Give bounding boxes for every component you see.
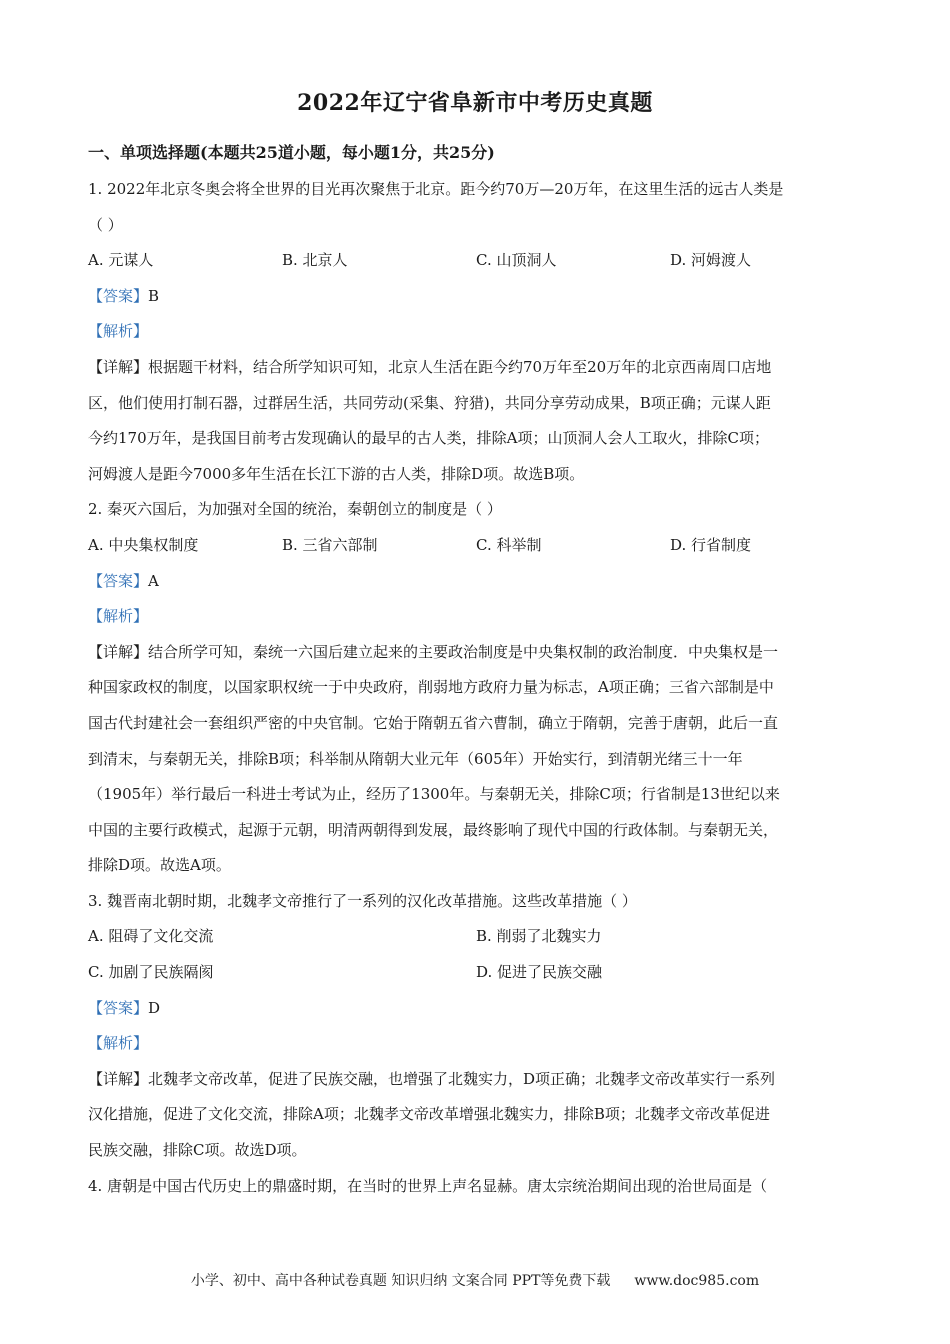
question-1-analysis <box>88 314 863 350</box>
analysis-label: 【解析】 <box>88 607 149 626</box>
question-3-options-row-2 <box>88 955 863 991</box>
detail-label: 【详解】 <box>88 1069 149 1088</box>
detail-label: 【详解】 <box>88 357 149 376</box>
question-3-detail-text-1: 北魏孝文帝改革，促进了民族交融，也增强了北魏实力，D项正确；北魏孝文帝改革实行一系列 <box>148 1069 776 1088</box>
question-3-option-b: B. 削弱了北魏实力 <box>476 927 602 946</box>
question-1-option-d: D. 河姆渡人 <box>670 251 752 270</box>
question-1-option-b: B. 北京人 <box>282 251 348 270</box>
footer-text: 小学、初中、高中各种试卷真题 知识归纳 文案合同 PPT等免费下载 <box>190 1273 611 1289</box>
question-4 <box>88 1169 863 1205</box>
question-1-detail-line-3: 今约170万年，是我国目前考古发现确认的最早的古人类，排除A项；山顶洞人会人工取火，排除C项； <box>88 429 769 448</box>
answer-label: 【答案】 <box>88 286 149 305</box>
question-1-stem-line-2: （ ） <box>88 215 123 234</box>
question-2-detail-text-1: 结合所学可知，秦统一六国后建立起来的主要政治制度是中央集权制的政治制度．中央集权是一 <box>148 642 779 661</box>
question-1-option-c: C. 山顶洞人 <box>476 251 557 270</box>
question-2-analysis <box>88 599 863 635</box>
question-3-option-a: A. 阻碍了文化交流 <box>88 927 214 946</box>
answer-label: 【答案】 <box>88 571 149 590</box>
question-2-detail-line-3: 国古代封建社会一套组织严密的中央官制。它始于隋朝五省六曹制，确立于隋朝，完善于唐朝，此后一直 <box>88 713 779 732</box>
question-2-answer-value: A <box>148 571 159 590</box>
question-1-options <box>88 243 863 279</box>
question-2-detail-line-1 <box>88 635 863 671</box>
question-1-answer-value: B <box>148 286 160 305</box>
question-2 <box>88 492 863 884</box>
question-1-detail-line-1 <box>88 350 863 386</box>
question-3 <box>88 884 863 1169</box>
question-1-detail-text-1: 根据题干材料，结合所学知识可知，北京人生活在距今约70万年至20万年的北京西南周口店地 <box>148 357 772 376</box>
question-3-detail-line-2: 汉化措施，促进了文化交流，排除A项；北魏孝文帝改革增强北魏实力，排除B项；北魏孝文帝改革促进 <box>88 1105 770 1124</box>
analysis-label: 【解析】 <box>88 322 149 341</box>
question-3-answer-value: D <box>148 998 161 1017</box>
question-3-detail-line-3: 民族交融，排除C项。故选D项。 <box>88 1141 307 1160</box>
page-title: 2022年辽宁省阜新市中考历史真题 <box>297 90 653 116</box>
page-footer <box>0 1270 950 1290</box>
analysis-label: 【解析】 <box>88 1034 149 1053</box>
question-2-detail-line-4: 到清末，与秦朝无关，排除B项；科举制从隋朝大业元年（605年）开始实行，到清朝光绪三十一年 <box>88 749 743 768</box>
section-heading: 一、单项选择题(本题共25道小题，每小题1分，共25分) <box>88 143 495 162</box>
question-2-stem-line-1: 2. 秦灭六国后，为加强对全国的统治，秦朝创立的制度是（ ） <box>88 500 502 519</box>
question-2-option-a: A. 中央集权制度 <box>88 535 199 554</box>
question-2-detail-line-6: 中国的主要行政模式，起源于元朝，明清两朝得到发展，最终影响了现代中国的行政体制。与秦朝无关， <box>88 820 779 839</box>
question-1-stem-line-1: 1. 2022年北京冬奥会将全世界的目光再次聚焦于北京。距今约70万—20万年，在这里生活的远古人类是 <box>88 180 784 198</box>
question-2-detail-line-5: （1905年）举行最后一科进士考试为止，经历了1300年。与秦朝无关，排除C项；行省制是13世纪以来 <box>88 785 780 804</box>
footer-site-link[interactable]: www.doc985.com <box>634 1273 760 1289</box>
question-2-option-b: B. 三省六部制 <box>282 535 378 554</box>
question-3-analysis <box>88 1026 863 1062</box>
question-4-stem-line-1: 4. 唐朝是中国古代历史上的鼎盛时期，在当时的世界上声名显赫。唐太宗统治期间出现的治世局面是（ <box>88 1176 768 1195</box>
question-1-option-a: A. 元谋人 <box>88 251 154 270</box>
question-3-answer <box>88 991 863 1027</box>
question-2-option-c: C. 科举制 <box>476 535 542 554</box>
question-2-answer <box>88 564 863 600</box>
question-2-option-d: D. 行省制度 <box>670 535 752 554</box>
question-3-detail-line-1 <box>88 1062 863 1098</box>
question-2-detail-line-7: 排除D项。故选A项。 <box>88 856 231 875</box>
question-1 <box>88 172 863 492</box>
question-2-detail-line-2: 种国家政权的制度，以国家职权统一于中央政府，削弱地方政府力量为标志，A项正确；三省六部制是中 <box>88 678 774 697</box>
question-1-detail-line-2: 区，他们使用打制石器，过群居生活，共同劳动(采集、狩猎)，共同分享劳动成果，B项正确；元谋人距 <box>88 393 771 412</box>
question-3-option-d: D. 促进了民族交融 <box>476 963 603 982</box>
question-3-option-c: C. 加剧了民族隔阂 <box>88 963 214 982</box>
questions-content <box>88 172 863 1204</box>
detail-label: 【详解】 <box>88 642 149 661</box>
question-3-stem-line-1: 3. 魏晋南北朝时期，北魏孝文帝推行了一系列的汉化改革措施。这些改革措施（ ） <box>88 891 637 910</box>
question-2-options <box>88 528 863 564</box>
question-3-options-row-1 <box>88 919 863 955</box>
question-1-detail-line-4: 河姆渡人是距今7000多年生活在长江下游的古人类，排除D项。故选B项。 <box>88 464 585 483</box>
question-1-answer <box>88 279 863 315</box>
answer-label: 【答案】 <box>88 998 149 1017</box>
